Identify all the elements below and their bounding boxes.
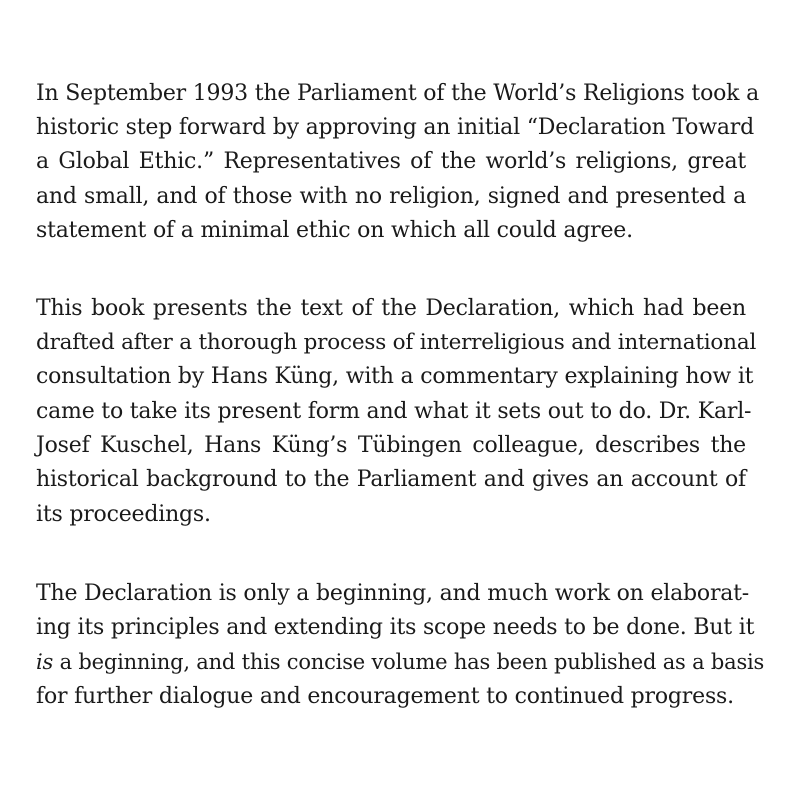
emphasis-is: is	[36, 650, 54, 674]
paragraph-3-line-3	[36, 646, 765, 678]
paragraph-1-line-4: and small, and of those with no religion, signed and presented a	[36, 184, 746, 209]
paragraph-3-line-3-text: a beginning, and this concise volume has been published as a basis	[59, 650, 765, 674]
paragraph-2-line-1: This book presents the text of the Declaration, which had been	[36, 296, 746, 321]
paragraph-1-line-2: historic step forward by approving an initial “Declaration Toward	[36, 115, 754, 140]
paragraph-1-line-1: In September 1993 the Parliament of the World’s Religions took a	[36, 81, 760, 106]
paragraph-1-line-3: a Global Ethic.” Representatives of the world’s religions, great	[36, 149, 746, 174]
paragraph-2-line-3: consultation by Hans Küng, with a commentary explaining how it	[36, 364, 754, 389]
paragraph-2-line-2: drafted after a thorough process of interreligious and international	[36, 330, 757, 355]
paragraph-2-line-5: Josef Kuschel, Hans Küng’s Tübingen colleague, describes the	[36, 433, 746, 458]
paragraph-3-line-1: The Declaration is only a beginning, and much work on elaborat-	[36, 581, 750, 606]
paragraph-2-line-7: its proceedings.	[36, 502, 211, 527]
paragraph-3-line-2: ing its principles and extending its scope needs to be done. But it	[36, 615, 755, 640]
paragraph-2-line-6: historical background to the Parliament and gives an account of	[36, 467, 746, 492]
paragraph-2-line-4: came to take its present form and what it sets out to do. Dr. Karl-	[36, 399, 752, 424]
paragraph-3-line-4: for further dialogue and encouragement to continued progress.	[36, 684, 734, 709]
paragraph-1-line-5: statement of a minimal ethic on which all could agree.	[36, 218, 633, 243]
